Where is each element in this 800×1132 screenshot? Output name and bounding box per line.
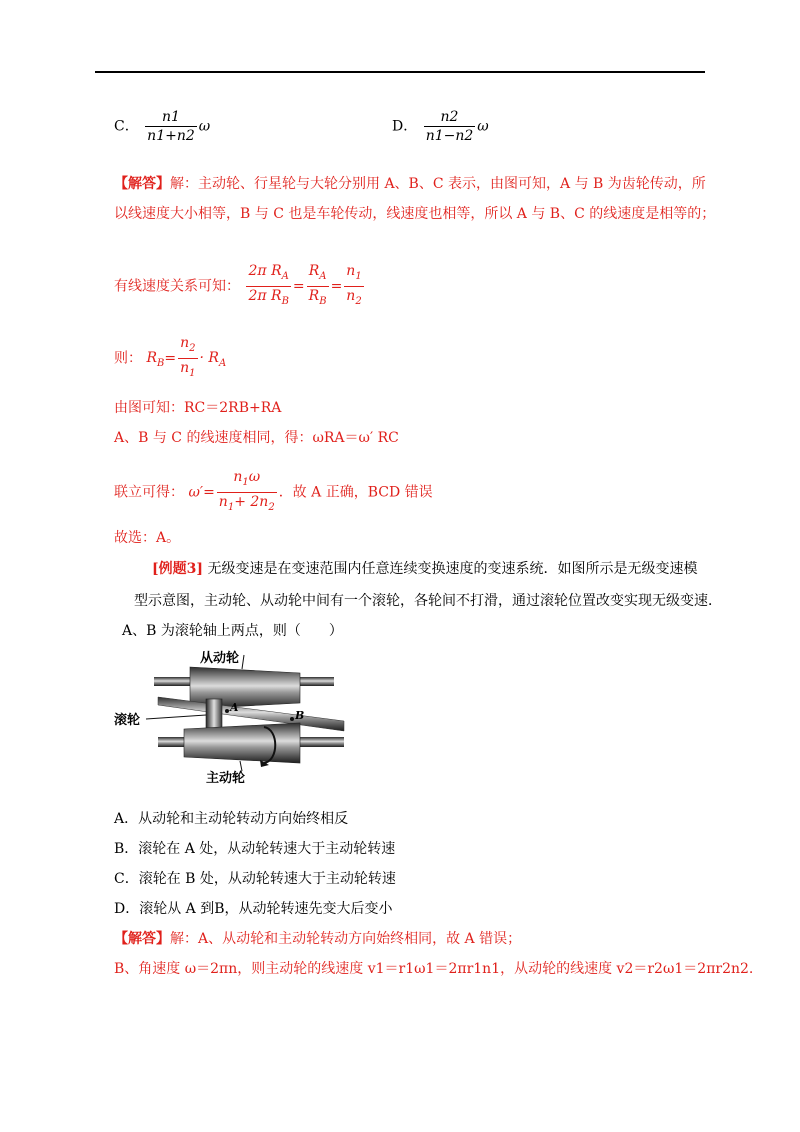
answer1-line1: [114, 173, 706, 193]
relation-frac-1-num: 2π $R_A$: [246, 262, 290, 287]
option-c-letter: C．: [114, 118, 139, 135]
option-c-denominator: n1+n2: [147, 128, 195, 144]
point-b-marker: [290, 717, 294, 721]
option-c-omega: ω: [198, 118, 211, 135]
relation-frac-2-den: $R_B$: [308, 287, 327, 307]
example3-line2: 型示意图，主动轮、从动轮中间有一个滚轮，各轮间不打滑，通过滚轮位置改变实现无级变速．: [134, 593, 722, 609]
answer1-text1: 解：主动轮、行星轮与大轮分别用 A、B、C 表示，由图可知，A 与 B 为齿轮传动，所: [170, 176, 706, 192]
combine-label: 联立可得：: [114, 484, 184, 501]
example3-tag: [例题3]: [152, 561, 203, 577]
rb-symbol: $R_B$: [146, 350, 165, 370]
combine-frac-den: $n_1+ 2n_2$: [218, 493, 275, 513]
option-d-letter: D．: [392, 118, 418, 135]
then-line: 则： $R_B=$ $\frac{n_2}{n_1}$ · $R_A$: [114, 334, 226, 383]
relation-frac-3-den: $n_2$: [346, 287, 362, 307]
point-b-label: B: [295, 709, 305, 722]
relation-frac-1-den: 2π $R_B$: [248, 287, 289, 307]
option-c-numerator: n1: [145, 108, 197, 127]
driving-wheel-cone: [184, 723, 300, 763]
option-d-numerator: n2: [424, 108, 476, 127]
relation-frac-2: [307, 262, 329, 311]
relation-frac-2-num: $R_A$: [307, 262, 329, 287]
answer2-text1: 解：A、从动轮和主动轮转动方向始终相同，故 A 错误；: [170, 931, 522, 947]
option-a-item: A．从动轮和主动轮转动方向始终相反: [114, 811, 349, 827]
point-a-marker: [225, 709, 229, 713]
relation-line: 有线速度关系可知： $\frac{2\pi R_A}{2\pi R_B}$ = $\frac{R_A}{R_B}$ = $\frac{n_1}{n_2}$: [114, 262, 366, 311]
answer2-line1: [114, 928, 521, 948]
then-label: 则：: [114, 350, 142, 367]
roller-wheel: [206, 699, 222, 729]
combine-frac-num: $n_1\omega$: [217, 468, 277, 493]
from-figure-line: 由图可知：RC＝2RB+RA: [114, 400, 282, 416]
answer1-line2: 以线速度大小相等，B 与 C 也是车轮传动，线速度也相等，所以 A 与 B、C 的线速度是相等的；: [114, 206, 716, 222]
option-d-omega: ω: [477, 118, 489, 135]
option-d-fraction: [424, 108, 476, 145]
omega-prime: ω′: [188, 484, 204, 501]
option-d-denominator: n1−n2: [425, 128, 474, 144]
example3-line1: [152, 558, 697, 578]
driving-wheel-label: 主动轮: [206, 771, 246, 786]
roller-label: 滚轮: [114, 713, 141, 728]
then-frac-den: $n_1$: [180, 359, 196, 379]
then-frac: [178, 334, 197, 383]
roller-leader-line: [146, 715, 206, 719]
example3-line3: A、B 为滚轮轴上两点，则（ ）: [122, 623, 343, 639]
combine-tail: ．故 A 正确，BCD 错误: [278, 484, 433, 501]
driven-wheel-label: 从动轮: [200, 651, 240, 666]
answer2-tag: 【解答】: [114, 931, 170, 947]
option-b-item: B．滚轮在 A 处，从动轮转速大于主动轮转速: [114, 841, 396, 857]
cvt-diagram-svg: [114, 645, 354, 785]
answer2-line2: B、角速度 ω＝2πn，则主动轮的线速度 v1＝r1ω1＝2πr1n1，从动轮的线速度 v2＝r2ω1＝2πr2n2.: [114, 961, 754, 977]
answer1-tag: 【解答】: [114, 176, 170, 192]
same-speed-line: A、B 与 C 的线速度相同，得：ωRA＝ω′ RC: [114, 430, 399, 446]
option-d: [392, 108, 489, 145]
point-a-label: A: [230, 701, 239, 714]
option-c: [114, 108, 210, 145]
answer1-choice: 故选：A。: [114, 530, 181, 546]
combine-frac: [217, 468, 277, 517]
option-c-item: C．滚轮在 B 处，从动轮转速大于主动轮转速: [114, 871, 396, 887]
example3-text1: 无级变速是在变速范围内任意连续变换速度的变速系统．如图所示是无级变速模: [207, 561, 698, 577]
then-frac-num: $n_2$: [178, 334, 197, 359]
option-d-item: D．滚轮从 A 到B，从动轮转速先变大后变小: [114, 901, 393, 917]
cvt-diagram: [114, 645, 354, 785]
ra-symbol: · $R_A$: [199, 350, 227, 370]
relation-frac-3-num: $n_1$: [344, 262, 363, 287]
combine-line: 联立可得： ω′= $\frac{n_1\omega}{n_1+ 2n_2}$ ．故 A 正确，BCD 错误: [114, 468, 433, 517]
relation-frac-3: [344, 262, 363, 311]
header-rule: [95, 71, 705, 73]
relation-frac-1: [246, 262, 290, 311]
relation-label: 有线速度关系可知：: [114, 278, 240, 295]
driven-leader-line: [242, 655, 244, 669]
option-c-fraction: [145, 108, 197, 145]
